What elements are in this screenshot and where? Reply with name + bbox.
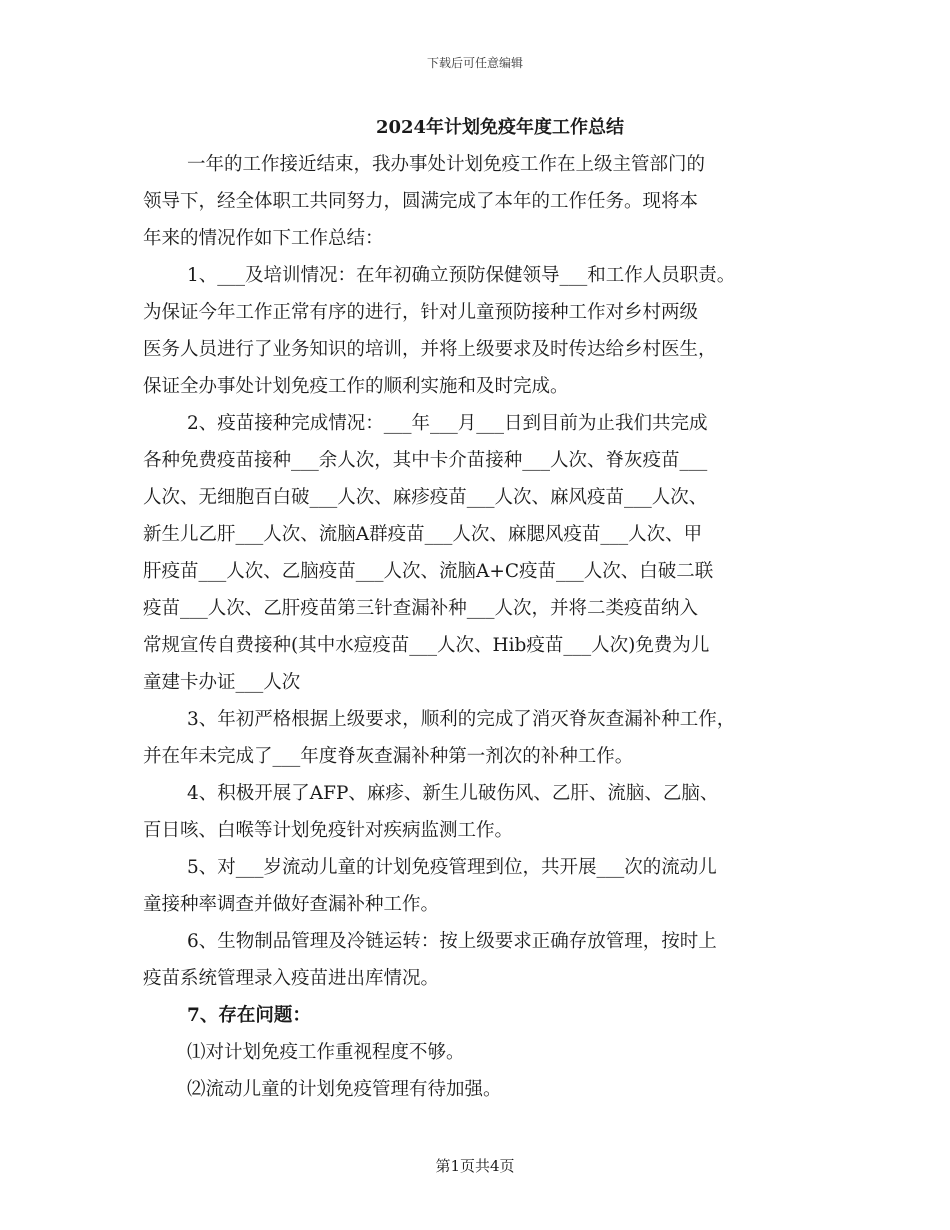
body-line: 保证全办事处计划免疫工作的顺利实施和及时完成。 (143, 376, 569, 397)
body-line: 年来的情况作如下工作总结： (143, 228, 384, 249)
body-line: 疫苗系统管理录入疫苗进出库情况。 (143, 968, 440, 989)
body-line: 7、存在问题： (187, 1005, 311, 1026)
body-line: 领导下，经全体职工共同努力，圆满完成了本年的工作任务。现将本 (143, 191, 699, 212)
body-line: 2、疫苗接种完成情况：___年___月___日到目前为止我们共完成 (187, 413, 708, 434)
body-line: 并在年未完成了___年度脊灰查漏补种第一剂次的补种工作。 (143, 746, 634, 767)
body-line: 童接种率调查并做好查漏补种工作。 (143, 894, 440, 915)
header-note: 下载后可任意编辑 (426, 56, 523, 70)
body-line: 常规宣传自费接种(其中水痘疫苗___人次、Hib疫苗___人次)免费为儿 (143, 635, 710, 656)
body-line: 新生儿乙肝___人次、流脑A群疫苗___人次、麻腮风疫苗___人次、甲 (143, 524, 703, 545)
body-line: 5、对___岁流动儿童的计划免疫管理到位，共开展___次的流动儿 (187, 857, 717, 878)
body-line: ⑴对计划免疫工作重视程度不够。 (187, 1042, 465, 1063)
body-line: 医务人员进行了业务知识的培训，并将上级要求及时传达给乡村医生， (143, 339, 717, 360)
document-title: 2024年计划免疫年度工作总结 (375, 117, 625, 138)
document-body (143, 146, 823, 1108)
body-line: 一年的工作接近结束，我办事处计划免疫工作在上级主管部门的 (187, 154, 706, 175)
body-line: 各种免费疫苗接种___余人次，其中卡介苗接种___人次、脊灰疫苗___ (143, 450, 708, 471)
body-line: 3、年初严格根据上级要求，顺利的完成了消灭脊灰查漏补种工作， (187, 709, 736, 730)
body-line: 为保证今年工作正常有序的进行，针对儿童预防接种工作对乡村两级 (143, 302, 699, 323)
body-line: 百日咳、白喉等计划免疫针对疾病监测工作。 (143, 820, 514, 841)
body-line: 肝疫苗___人次、乙脑疫苗___人次、流脑A+C疫苗___人次、白破二联 (143, 561, 714, 582)
body-line: ⑵流动儿童的计划免疫管理有待加强。 (187, 1079, 502, 1100)
page-footer: 第1页共4页 (435, 1157, 515, 1175)
body-line: 人次、无细胞百白破___人次、麻疹疫苗___人次、麻风疫苗___人次、 (143, 487, 708, 508)
body-line: 1、___及培训情况：在年初确立预防保健领导___和工作人员职责。 (187, 265, 736, 286)
body-line: 6、生物制品管理及冷链运转：按上级要求正确存放管理，按时上 (187, 931, 717, 952)
body-line: 疫苗___人次、乙肝疫苗第三针查漏补种___人次，并将二类疫苗纳入 (143, 598, 699, 619)
body-line: 童建卡办证___人次 (143, 672, 301, 693)
body-line: 4、积极开展了AFP、麻疹、新生儿破伤风、乙肝、流脑、乙脑、 (187, 783, 719, 804)
